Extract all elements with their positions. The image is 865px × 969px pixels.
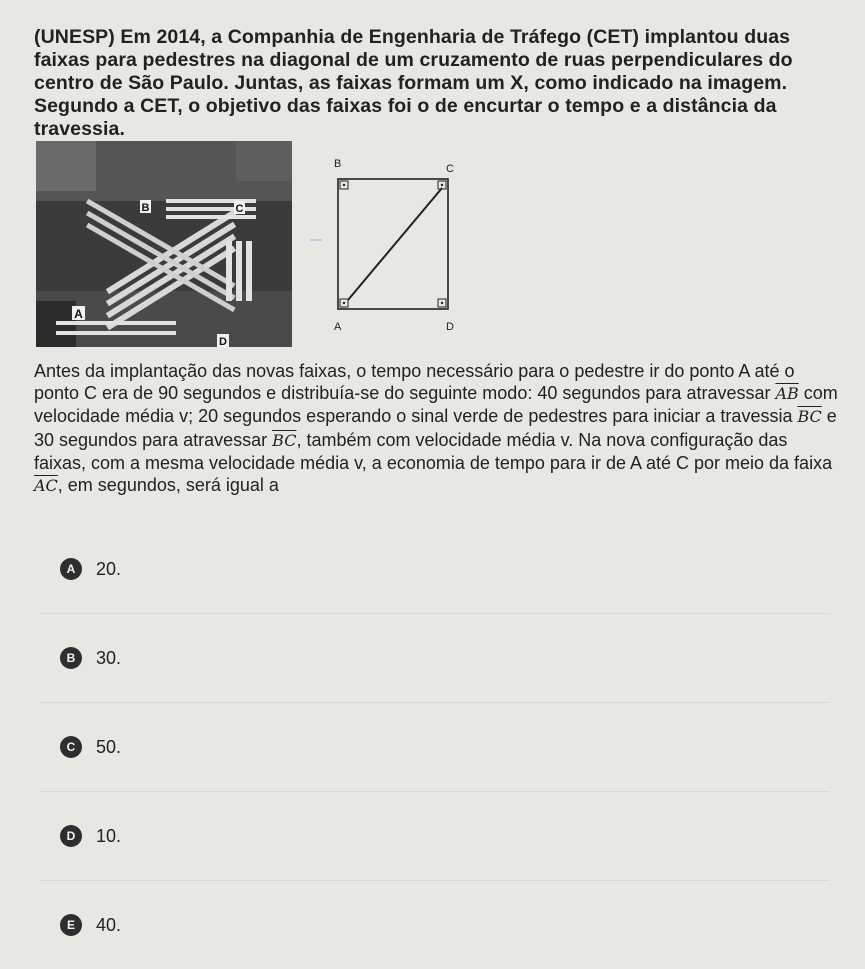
square-diagram-graphic — [296, 150, 476, 340]
answer-options — [40, 525, 830, 969]
option-c-letter: C — [60, 736, 82, 758]
option-a-letter: A — [60, 558, 82, 580]
option-b-text: 30. — [96, 647, 122, 668]
diagram-label-a: A — [334, 321, 342, 333]
photo-label-c: C — [235, 203, 244, 215]
segment-bc: $\overline{BC}$ — [797, 407, 822, 427]
photo-label-b: B — [141, 202, 150, 214]
option-e[interactable] — [40, 880, 830, 969]
body-part-4: , também com velocidade média v. Na nova configuração das faixas, com a mesma velocidade média v, a economia de tempo para ir de A até C por meio da faixa — [34, 429, 833, 473]
option-a[interactable] — [40, 525, 830, 613]
body-part-5: , em segundos, será igual a — [57, 475, 279, 496]
diagram-label-b: B — [334, 158, 342, 170]
option-e-letter: E — [60, 914, 82, 936]
option-d-letter: D — [60, 825, 82, 847]
body-part-2: com velocidade média v; 20 segundos esperando o sinal verde de pedestres para iniciar a travessia — [34, 383, 838, 427]
question-intro: (UNESP) Em 2014, a Companhia de Engenharia de Tráfego (CET) implantou duas faixas para pedestres na diagonal de um cruzamento de ruas perpendiculares do centro de São Paulo. Juntas, as faixas formam um X, como indicado na imagem. Segundo a CET, o objetivo das faixas foi o de encurtar o tempo e a distância da travessia. — [34, 26, 793, 140]
segment-ac: $\overline{AC}$ — [34, 476, 58, 496]
question-body — [34, 360, 844, 497]
option-d-text: 10. — [96, 825, 122, 846]
body-part-3: e 30 segundos para atravessar — [34, 406, 837, 450]
option-b[interactable] — [40, 613, 830, 702]
option-b-letter: B — [60, 647, 82, 669]
option-a-text: 20. — [96, 558, 122, 579]
segment-ab: $\overline{AB}$ — [775, 384, 799, 404]
photo-label-a: A — [74, 307, 83, 321]
option-e-text: 40. — [96, 914, 122, 935]
square-diagram — [296, 150, 476, 340]
option-c[interactable] — [40, 702, 830, 791]
diagram-label-c: C — [446, 163, 454, 175]
photo-label-d: D — [219, 336, 227, 347]
option-c-text: 50. — [96, 736, 122, 757]
option-d[interactable] — [40, 791, 830, 880]
crosswalk-photo-graphic — [36, 141, 292, 347]
segment-bc-2: $\overline{BC}$ — [272, 430, 297, 450]
diagram-label-d: D — [446, 321, 454, 333]
crosswalk-photo — [36, 141, 292, 347]
body-part-1: Antes da implantação das novas faixas, o tempo necessário para o pedestre ir do ponto A até o ponto C era de 90 segundos e distribuía-se do seguinte modo: 40 segundos para atravessar — [34, 361, 795, 404]
